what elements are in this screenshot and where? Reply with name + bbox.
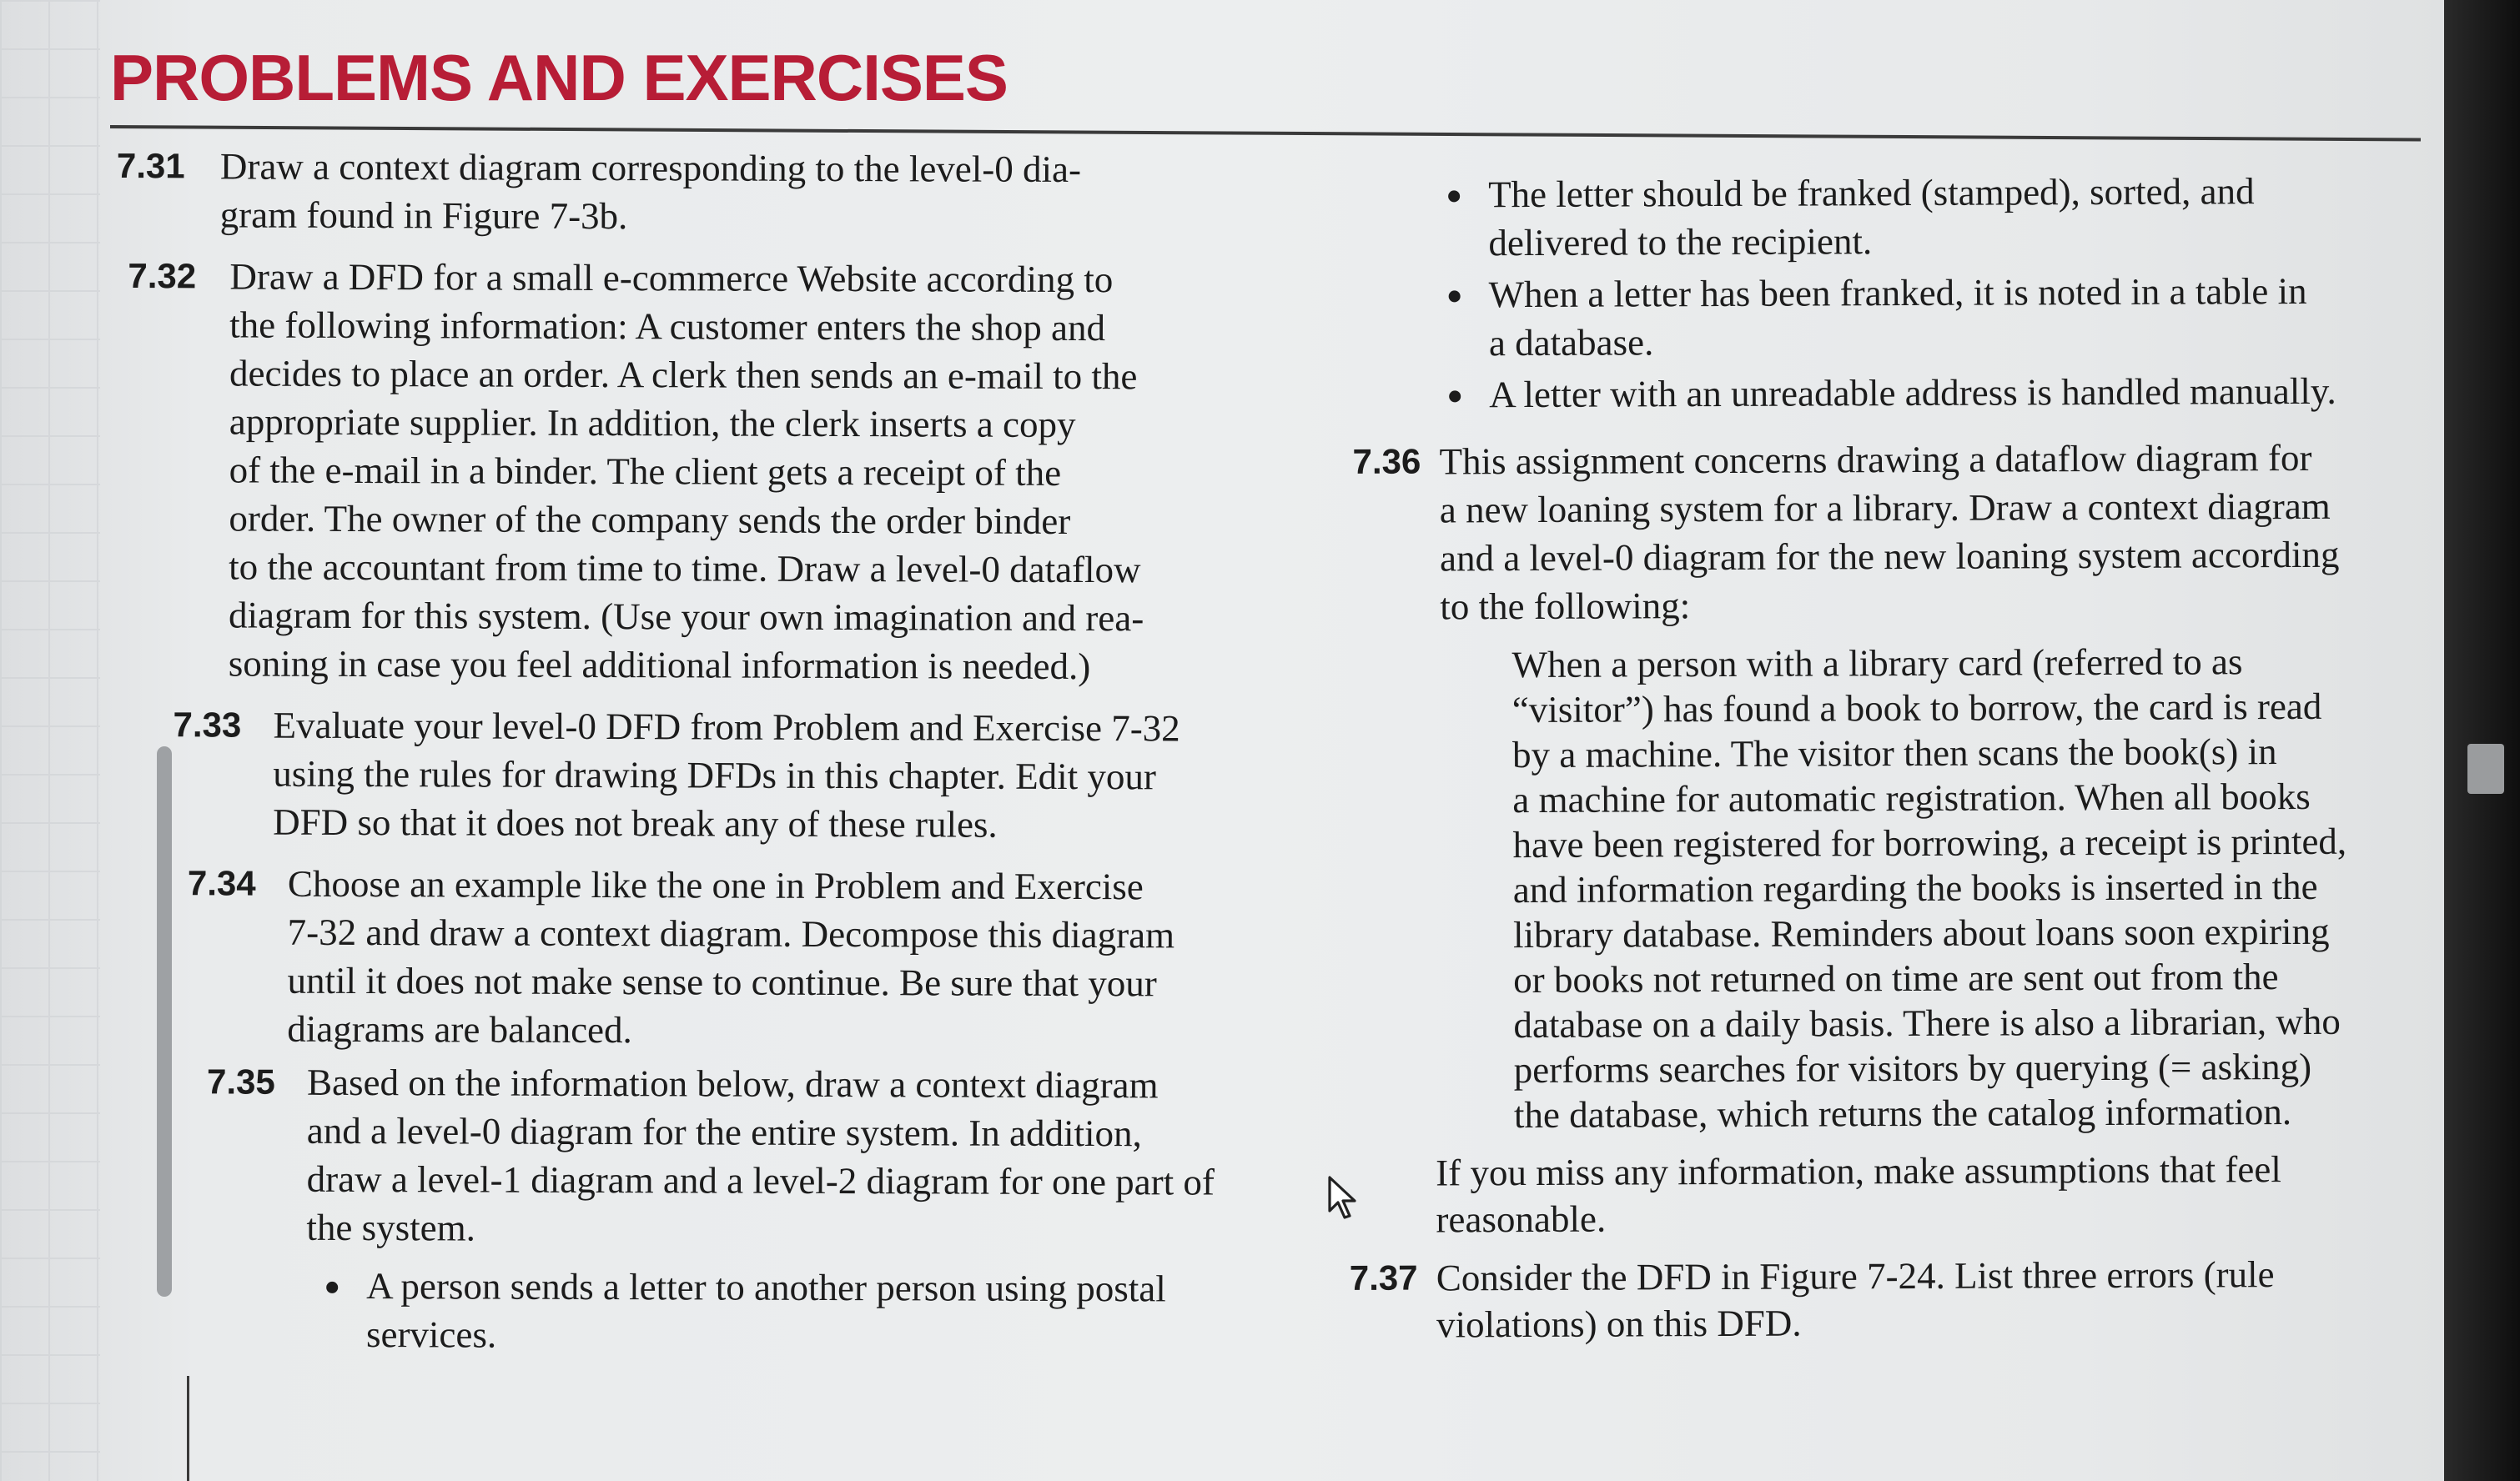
text-line: the following information: A customer enters the shop and [229, 304, 1106, 349]
text-line: gram found in Figure 7-3b. [219, 193, 628, 238]
library-scenario-quote [1336, 638, 2423, 1138]
right-column [1335, 166, 2424, 1348]
text-line: have been registered for borrowing, a receipt is printed, [1512, 820, 2347, 866]
text-line: Draw a context diagram corresponding to the level-0 dia- [219, 145, 1082, 191]
text-line: the database, which returns the catalog information. [1513, 1091, 2292, 1137]
problem-7-37 [1340, 1250, 2424, 1348]
text-line: database on a daily basis. There is also a librarian, who [1513, 1000, 2341, 1047]
text-line: by a machine. The visitor then scans the book(s) in [1511, 730, 2277, 776]
left-column [113, 142, 1285, 1362]
text-line: draw a level-1 diagram and a level-2 diagram for one part of [306, 1157, 1215, 1203]
page-edge-line [187, 1376, 189, 1481]
text-line: until it does not make sense to continue. Be sure that your [287, 959, 1157, 1005]
text-line: DFD so that it does not break any of these rules. [273, 801, 998, 846]
text-line: Draw a DFD for a small e-commerce Website according to [229, 255, 1114, 301]
bullet-franked-sorted [1448, 166, 2419, 267]
text-line: services. [365, 1313, 497, 1356]
problem-number: 7.37 [1349, 1258, 1418, 1298]
bullet-dot [1449, 290, 1461, 302]
bullet-unreadable-address [1449, 366, 2420, 419]
title-divider [110, 125, 2421, 141]
monitor-bezel [2444, 0, 2520, 1481]
text-line: a database. [1488, 321, 1654, 364]
text-line: violations) on this DFD. [1436, 1302, 1802, 1346]
text-line: When a person with a library card (referred to as [1511, 640, 2243, 686]
text-line: the system. [306, 1206, 476, 1249]
text-line: delivered to the recipient. [1488, 220, 1873, 264]
text-line: diagrams are balanced. [287, 1007, 632, 1052]
problem-number: 7.32 [128, 256, 197, 296]
problem-number: 7.34 [187, 863, 256, 903]
text-line: diagram for this system. (Use your own imagination and rea- [228, 594, 1144, 640]
text-line: a new loaning system for a library. Draw a context diagram [1439, 484, 2331, 531]
problem-number: 7.31 [116, 145, 185, 186]
problem-number: 7.36 [1352, 441, 1421, 481]
text-line: to the accountant from time to time. Draw a level-0 dataflow [229, 545, 1141, 591]
text-line: “visitor”) has found a book to borrow, the card is read [1511, 685, 2322, 731]
text-line: This assignment concerns drawing a dataflow diagram for [1439, 436, 2312, 483]
assumptions-note [1339, 1145, 2423, 1243]
problem-7-36 [1335, 433, 2421, 631]
text-line: library database. Reminders about loans soon expiring [1512, 910, 2330, 956]
text-line: Evaluate your level-0 DFD from Problem and Exercise 7-32 [273, 704, 1180, 750]
text-line: to the following: [1440, 585, 1691, 628]
bullet-dot [1449, 390, 1461, 402]
text-line: The letter should be franked (stamped), sorted, and [1488, 170, 2255, 216]
problem-7-31 [117, 142, 1285, 243]
problem-number: 7.35 [206, 1062, 275, 1102]
text-line: Based on the information below, draw a context diagram [306, 1061, 1159, 1107]
text-line: soning in case you feel additional information is needed.) [228, 642, 1091, 688]
text-line: A letter with an unreadable address is handled manually. [1489, 369, 2336, 416]
bullet-postal-letter [326, 1262, 1280, 1362]
text-line: performs searches for visitors by querying (= asking) [1513, 1045, 2312, 1092]
problem-7-35 [113, 1057, 1281, 1255]
scrollbar-thumb[interactable] [2467, 744, 2504, 794]
text-line: using the rules for drawing DFDs in this chapter. Edit your [273, 752, 1157, 798]
text-line: appropriate supplier. In addition, the clerk inserts a copy [229, 400, 1076, 446]
problem-7-33 [114, 700, 1283, 850]
problem-7-32 [115, 252, 1285, 691]
text-line: and a level-0 diagram for the entire system. In addition, [306, 1109, 1142, 1155]
text-line: reasonable. [1436, 1197, 1607, 1241]
bullet-noted-database [1449, 266, 2420, 367]
bullet-dot [326, 1282, 338, 1293]
text-line: If you miss any information, make assumptions that feel [1436, 1148, 2281, 1194]
text-line: or books not returned on time are sent out from the [1513, 956, 2279, 1002]
text-line: 7-32 and draw a context diagram. Decompose this diagram [287, 911, 1175, 956]
text-line: and information regarding the books is inserted in the [1512, 865, 2318, 911]
text-line: decides to place an order. A clerk then sends an e-mail to the [229, 352, 1138, 398]
problem-7-34 [113, 859, 1282, 1057]
text-line: of the e-mail in a binder. The client gets a receipt of the [229, 449, 1062, 494]
grid-background [0, 0, 100, 1481]
text-line: Consider the DFD in Figure 7-24. List three errors (rule [1436, 1253, 2275, 1299]
mouse-pointer-icon [1326, 1174, 1363, 1221]
text-line: Choose an example like the one in Problem and Exercise [287, 862, 1144, 908]
bullet-dot [1448, 190, 1460, 202]
text-line: A person sends a letter to another person using postal [366, 1265, 1166, 1310]
problem-number: 7.33 [173, 705, 242, 745]
page-title: PROBLEMS AND EXERCISES [110, 41, 1008, 114]
text-line: When a letter has been franked, it is noted in a table in [1488, 269, 2307, 316]
text-line: a machine for automatic registration. When all books [1512, 775, 2311, 821]
text-line: order. The owner of the company sends the order binder [229, 497, 1071, 542]
text-line: and a level-0 diagram for the new loaning system according [1439, 533, 2340, 580]
